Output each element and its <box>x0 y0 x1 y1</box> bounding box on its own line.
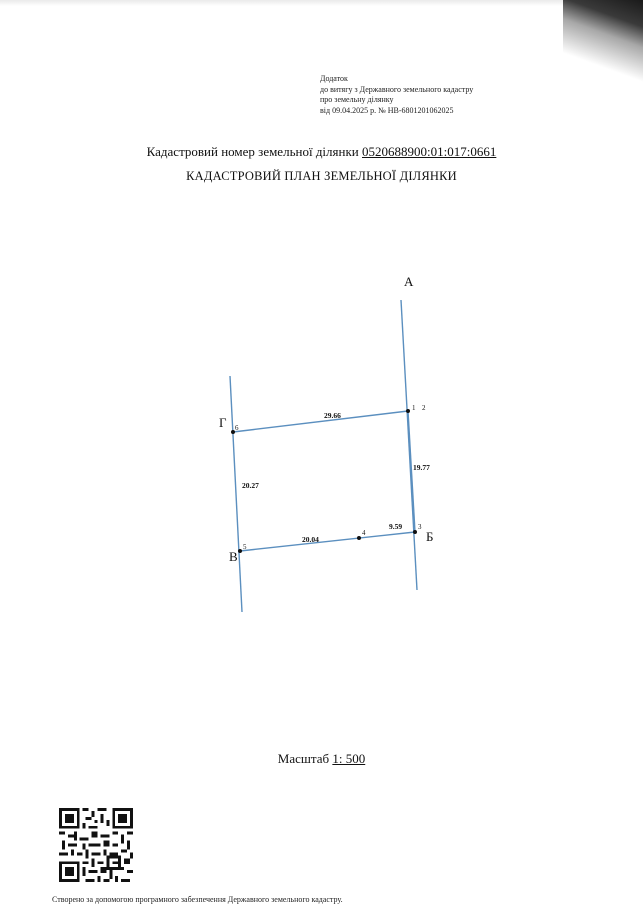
appendix-line-1: Додаток <box>320 74 348 83</box>
cadastral-number-label: Кадастровий номер земельної ділянки <box>146 144 359 159</box>
qr-code-icon <box>59 808 133 882</box>
appendix-line-3: про земельну ділянку <box>320 95 394 104</box>
plan-title: КАДАСТРОВИЙ ПЛАН ЗЕМЕЛЬНОЇ ДІЛЯНКИ <box>186 169 457 183</box>
point-number-6: 6 <box>235 424 239 432</box>
boundary-label-g: Г <box>219 415 227 430</box>
appendix-line-4: від 09.04.2025 р. № НВ-6801201062025 <box>320 105 454 115</box>
distance-left: 20.27 <box>242 481 259 490</box>
point-number-2: 2 <box>422 404 426 412</box>
parcel-edge-bottom <box>240 532 415 551</box>
scale-line <box>0 751 643 767</box>
boundary-line-a-b <box>401 300 417 590</box>
point-number-4: 4 <box>362 529 366 537</box>
cadastral-number-value: 0520688900:01:017:0661 <box>362 144 497 159</box>
vertex-1 <box>406 409 410 413</box>
vertex-3 <box>413 530 417 534</box>
point-number-5: 5 <box>243 543 247 551</box>
vertex-4 <box>357 536 361 540</box>
distance-bottom-right: 9.59 <box>389 522 403 531</box>
parcel-edge-top <box>233 411 408 432</box>
boundary-line-g-v <box>230 376 242 612</box>
boundary-label-v: В <box>229 549 238 564</box>
distance-top: 29.66 <box>324 411 341 420</box>
distance-bottom-left: 20.04 <box>302 535 319 544</box>
boundary-label-b: Б <box>426 529 434 544</box>
boundary-label-a: А <box>404 274 414 289</box>
scale-label: Масштаб <box>277 751 330 766</box>
point-number-1: 1 <box>412 404 416 412</box>
footer-note: Створено за допомогою програмного забезпечення Державного земельного кадастру. <box>52 895 343 904</box>
vertex-5 <box>238 549 242 553</box>
point-number-3: 3 <box>418 523 422 531</box>
distance-right: 19.77 <box>413 463 430 472</box>
scale-value: 1: 500 <box>332 751 366 766</box>
appendix-line-2: до витягу з Державного земельного кадастру <box>320 84 474 94</box>
